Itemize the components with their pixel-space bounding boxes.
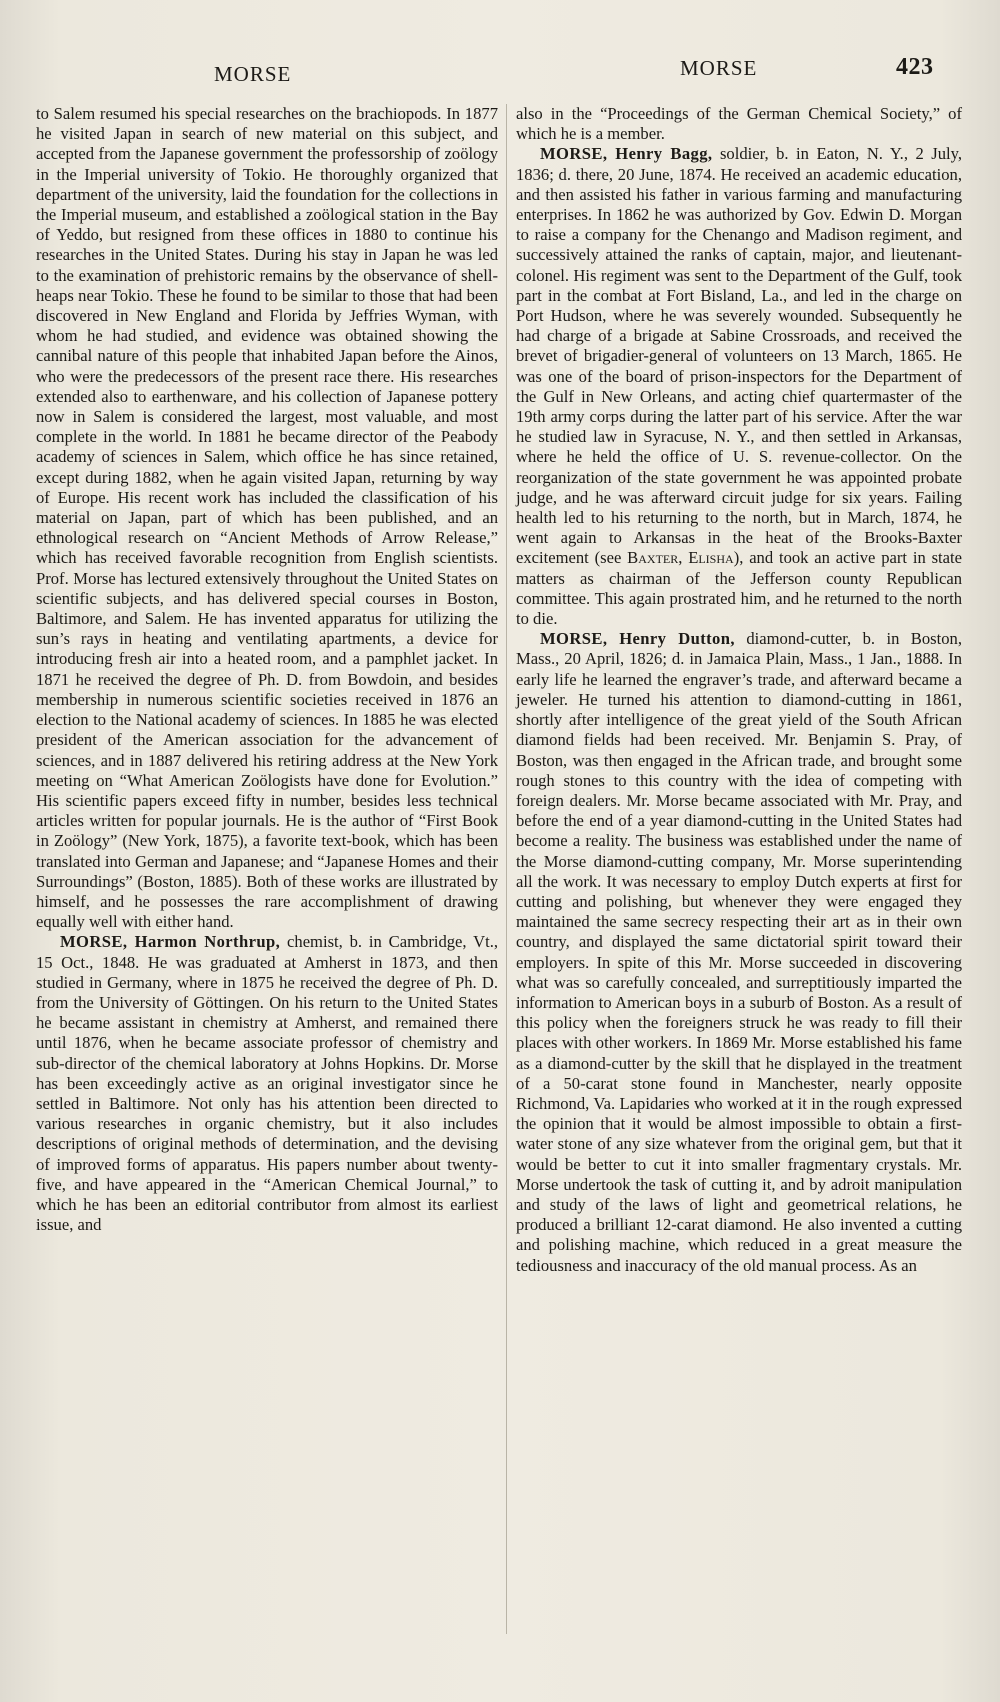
entry-text: chemist, b. in Cambridge, Vt., 15 Oct., 1848. He was graduated at Amherst in 1873, and then studied in Germany, where in 1875 he received the degree of Ph. D. from the University of Göttingen. On his return to the United States he became assistant in chemistry at Amherst, and remained there until 1876, when he became associate professor of chemistry and sub-director of the chemical laboratory at Johns Hopkins. Dr. Morse has been exceedingly active as an original investigator since he settled in Baltimore. Not only has his attention been directed to various researches in organic chemistry, but it also includes descriptions of original methods of determination, and the devising of improved forms of apparatus. His papers number about twenty-five, and have appeared in the “American Chemical Journal,” to which he has been an editorial contributor from almost its earliest issue, and bbox=[36, 932, 498, 1235]
entry-henry-dutton bbox=[516, 629, 962, 1276]
entry-text: soldier, b. in Eaton, N. Y., 2 July, 1836; d. there, 20 June, 1874. He received an academic education, and then assisted his father in various farming and manufacturing enterprises. In 1862 he was authorized by Gov. Edwin D. Morgan to raise a company for the Chenango and Madison regiment, and successively attained the ranks of captain, major, and lieutenant-colonel. His regiment was sent to the Department of the Gulf, took part in the combat at Fort Bisland, La., and led in the charge on Port Hudson, where he was severely wounded. Subsequently he had charge of a brigade at Sabine Crossroads, and received the brevet of brigadier-general of volunteers on 13 March, 1865. He was one of the board of prison-inspectors for the Department of the Gulf in New Orleans, and acting chief quartermaster of the 19th army corps during the latter part of his service. After the war he studied law in Syracuse, N. Y., and then settled in Arkansas, where he held the office of U. S. revenue-collector. On the reorganization of the state government he was appointed probate judge, and he was afterward circuit judge for six years. Failing health led to his returning to the north, but in March, 1874, he went again to Arkansas in the heat of the Brooks-Baxter excitement (see bbox=[516, 144, 962, 568]
left-column bbox=[36, 104, 498, 1235]
cross-reference: Baxter, Elisha bbox=[627, 548, 734, 568]
column-divider bbox=[506, 104, 507, 1634]
entry-continuation-edward-sylvester: to Salem resumed his special researches on the brachiopods. In 1877 he visited Japan in search of new material on this subject, and accepted from the Japanese government the professorship of zoölogy in the Imperial university of Tokio. He thoroughly organized that department of the university, laid the foundation for the collections in the Imperial museum, and established a zoölogical station in the Bay of Yeddo, but resigned from these offices in 1880 to continue his researches in the United States. During his stay in Japan he was led to the examination of prehistoric remains by the observance of shell-heaps near Tokio. These he found to be similar to those that had been discovered in New England and Florida by Jeffries Wyman, with whom he had studied, and evidence was obtained showing the cannibal nature of this people that inhabited Japan before the Ainos, who were the predecessors of the present race there. His researches extended also to earthenware, and his collection of Japanese pottery now in Salem is considered the largest, most valuable, and most complete in the world. In 1881 he became director of the Peabody academy of sciences in Salem, which office he has since retained, except during 1882, when he again visited Japan, returning by way of Europe. His recent work has included the classification of his material on Japan, part of which has been published, and an ethnological research on “Ancient Methods of Arrow Release,” which has received favorable recognition from English scientists. Prof. Morse has lectured extensively throughout the United States on scientific subjects, and has delivered special courses in Boston, Baltimore, and Salem. He has invented apparatus for utilizing the sun’s rays in heating and ventilating apartments, a device for introducing fresh air into a heated room, and a pamphlet jacket. In 1871 he received the degree of Ph. D. from Bowdoin, and besides membership in numerous scientific societies received in 1876 an election to the National academy of sciences. In 1885 he was elected president of the American association for the advancement of sciences, and in 1887 delivered his retiring address at the New York meeting on “What American Zoölogists have done for Evolution.” His scientific papers exceed fifty in number, besides less technical articles written for popular journals. He is the author of “First Book in Zoölogy” (New York, 1875), a favorite text-book, which has been translated into German and Japanese; and “Japanese Homes and their Surroundings” (Boston, 1885). Both of these works are illustrated by himself, and he possesses the rare accomplishment of drawing equally well with either hand. bbox=[36, 104, 498, 932]
right-column bbox=[516, 104, 962, 1276]
right-running-head: MORSE bbox=[680, 56, 758, 80]
entry-headword: MORSE, Henry Dutton, bbox=[540, 629, 735, 649]
entry-continuation-harmon: also in the “Proceedings of the German Chemical Society,” of which he is a member. bbox=[516, 104, 962, 144]
entry-text: ), and took an active part in state matters as chairman of the Jefferson county Republican committee. This again prostrated him, and he returned to the north to die. bbox=[516, 548, 962, 629]
entry-harmon-northrup bbox=[36, 932, 498, 1235]
entry-headword: MORSE, Henry Bagg, bbox=[540, 144, 713, 164]
entry-headword: MORSE, Harmon Northrup, bbox=[60, 932, 281, 952]
entry-text: diamond-cutter, b. in Boston, Mass., 20 April, 1826; d. in Jamaica Plain, Mass., 1 Jan., 1888. In early life he learned the engraver’s trade, and afterward became a jeweler. He turned his attention to diamond-cutting in 1861, shortly after intelligence of the great yield of the South African diamond fields had been received. Mr. Benjamin S. Pray, of Boston, was then engaged in the African trade, and brought some rough stones to this country with the idea of competing with foreign dealers. Mr. Morse became associated with Mr. Pray, and before the end of a year diamond-cutting in the United States had become a reality. The business was established under the name of the Morse diamond-cutting company, Mr. Morse superintending all the work. It was necessary to employ Dutch experts at first for cutting and polishing, but whenever they were engaged they maintained the same secrecy respecting their art as in their own country, and displayed the same dictatorial spirit toward their employers. In spite of this Mr. Morse succeeded in discovering what was so carefully concealed, and surreptitiously imparted the information to American boys in a suburb of Boston. As a result of this policy when the foreigners struck he was ready to fill their places with other workers. In 1869 Mr. Morse established his fame as a diamond-cutter by the skill that he displayed in the treatment of a 50-carat stone found in Manchester, nearly opposite Richmond, Va. Lapidaries who worked at it in the rough expressed the opinion that it would be almost impossible to obtain a first-water stone of any size whatever from the original gem, but that it would be better to cut it into smaller fragmentary crystals. Mr. Morse undertook the task of cutting it, and by adroit manipulation and study of the laws of light and geometrical relations, he produced a brilliant 12-carat diamond. He also invented a cutting and polishing machine, which reduced in a great measure the tediousness and inaccuracy of the old manual process. As an bbox=[516, 629, 962, 1275]
entry-henry-bagg bbox=[516, 144, 962, 629]
running-head bbox=[0, 54, 1000, 86]
page-number: 423 bbox=[896, 54, 934, 80]
left-running-head: MORSE bbox=[214, 62, 292, 86]
